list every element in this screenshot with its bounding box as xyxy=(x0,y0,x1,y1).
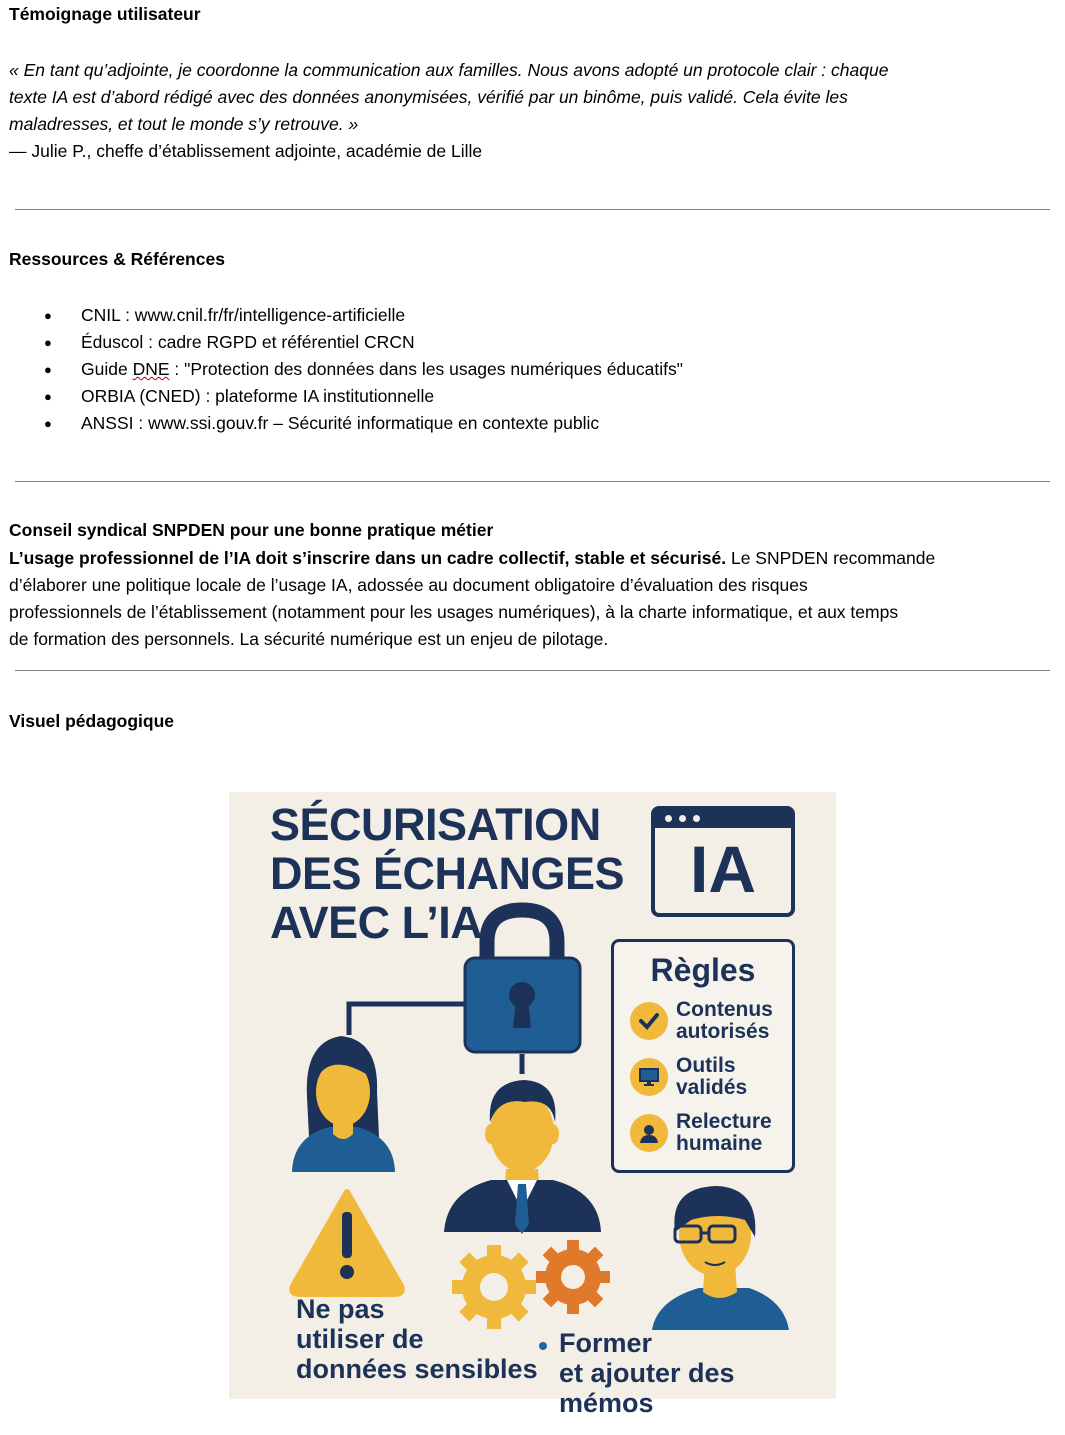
divider xyxy=(15,209,1050,210)
monitor-icon xyxy=(630,1058,668,1096)
advice-lead: L’usage professionnel de l’IA doit s’inscrire dans un cadre collectif, stable et sécurisé. xyxy=(9,548,727,568)
woman-avatar-icon xyxy=(292,1036,395,1172)
rule-item: Outils validés xyxy=(630,1055,747,1099)
infographic-title: SÉCURISATION DES ÉCHANGES AVEC L’IA xyxy=(270,799,625,948)
rules-title: Règles xyxy=(650,952,756,988)
spellcheck-flagged-word[interactable]: DNE xyxy=(132,359,170,379)
quote-line: texte IA est d’abord rédigé avec des données anonymisées, vérifié par un binôme, puis validé. Cela évite les xyxy=(9,87,848,107)
list-item: ● ORBIA (CNED) : plateforme IA institutionnelle xyxy=(0,383,683,410)
list-item: ● Éduscol : cadre RGPD et référentiel CRCN xyxy=(0,329,683,356)
list-item: ● CNIL : www.cnil.fr/fr/intelligence-artificielle xyxy=(0,302,683,329)
security-infographic xyxy=(229,792,836,1418)
rule-item: Relecture humaine xyxy=(630,1111,772,1155)
resources-list xyxy=(0,302,683,437)
list-item: ● Guide DNE : "Protection des données dans les usages numériques éducatifs" xyxy=(0,356,683,383)
ia-window-icon xyxy=(651,806,795,917)
advice-title: Conseil syndical SNPDEN pour une bonne pratique métier xyxy=(9,520,494,540)
gear-icon xyxy=(536,1240,610,1314)
man-avatar-icon xyxy=(444,1080,601,1234)
divider xyxy=(15,481,1050,482)
list-item: ● ANSSI : www.ssi.gouv.fr – Sécurité informatique en contexte public xyxy=(0,410,683,437)
testimonial-quote xyxy=(9,57,888,138)
resources-title: Ressources & Références xyxy=(9,249,225,269)
bullet-dot-icon xyxy=(539,1342,547,1350)
ia-window-label: IA xyxy=(690,832,756,906)
testimonial-title: Témoignage utilisateur xyxy=(9,4,201,24)
warning-caption: Ne pas utiliser de données sensibles xyxy=(296,1294,538,1384)
warning-icon xyxy=(292,1192,402,1294)
check-icon xyxy=(630,1002,668,1040)
advice-paragraph: L’usage professionnel de l’IA doit s’inscrire dans un cadre collectif, stable et sécurisé. Le SNPDEN recommande d’élaborer une politique locale de l’usage IA, adossée au document obligatoire d’évaluation des risques professionnels de l’établissement (notamment pour les usages numériques), à la charte informatique, et aux temps de formation des personnels. La sécurité numérique est un enjeu de pilotage. xyxy=(9,548,936,649)
rules-panel xyxy=(611,939,795,1173)
man-with-glasses-icon xyxy=(652,1186,789,1330)
quote-line: maladresses, et tout le monde s’y retrouve. » xyxy=(9,114,359,134)
testimonial-attribution: — Julie P., cheffe d’établissement adjointe, académie de Lille xyxy=(9,141,483,161)
person-icon xyxy=(630,1114,668,1152)
divider xyxy=(15,670,1050,671)
quote-line: « En tant qu’adjointe, je coordonne la communication aux familles. Nous avons adopté un protocole clair : chaque xyxy=(9,60,889,80)
rule-item: Contenus autorisés xyxy=(630,999,773,1043)
training-caption: Former et ajouter des mémos xyxy=(559,1328,735,1418)
visual-title: Visuel pédagogique xyxy=(9,711,174,731)
